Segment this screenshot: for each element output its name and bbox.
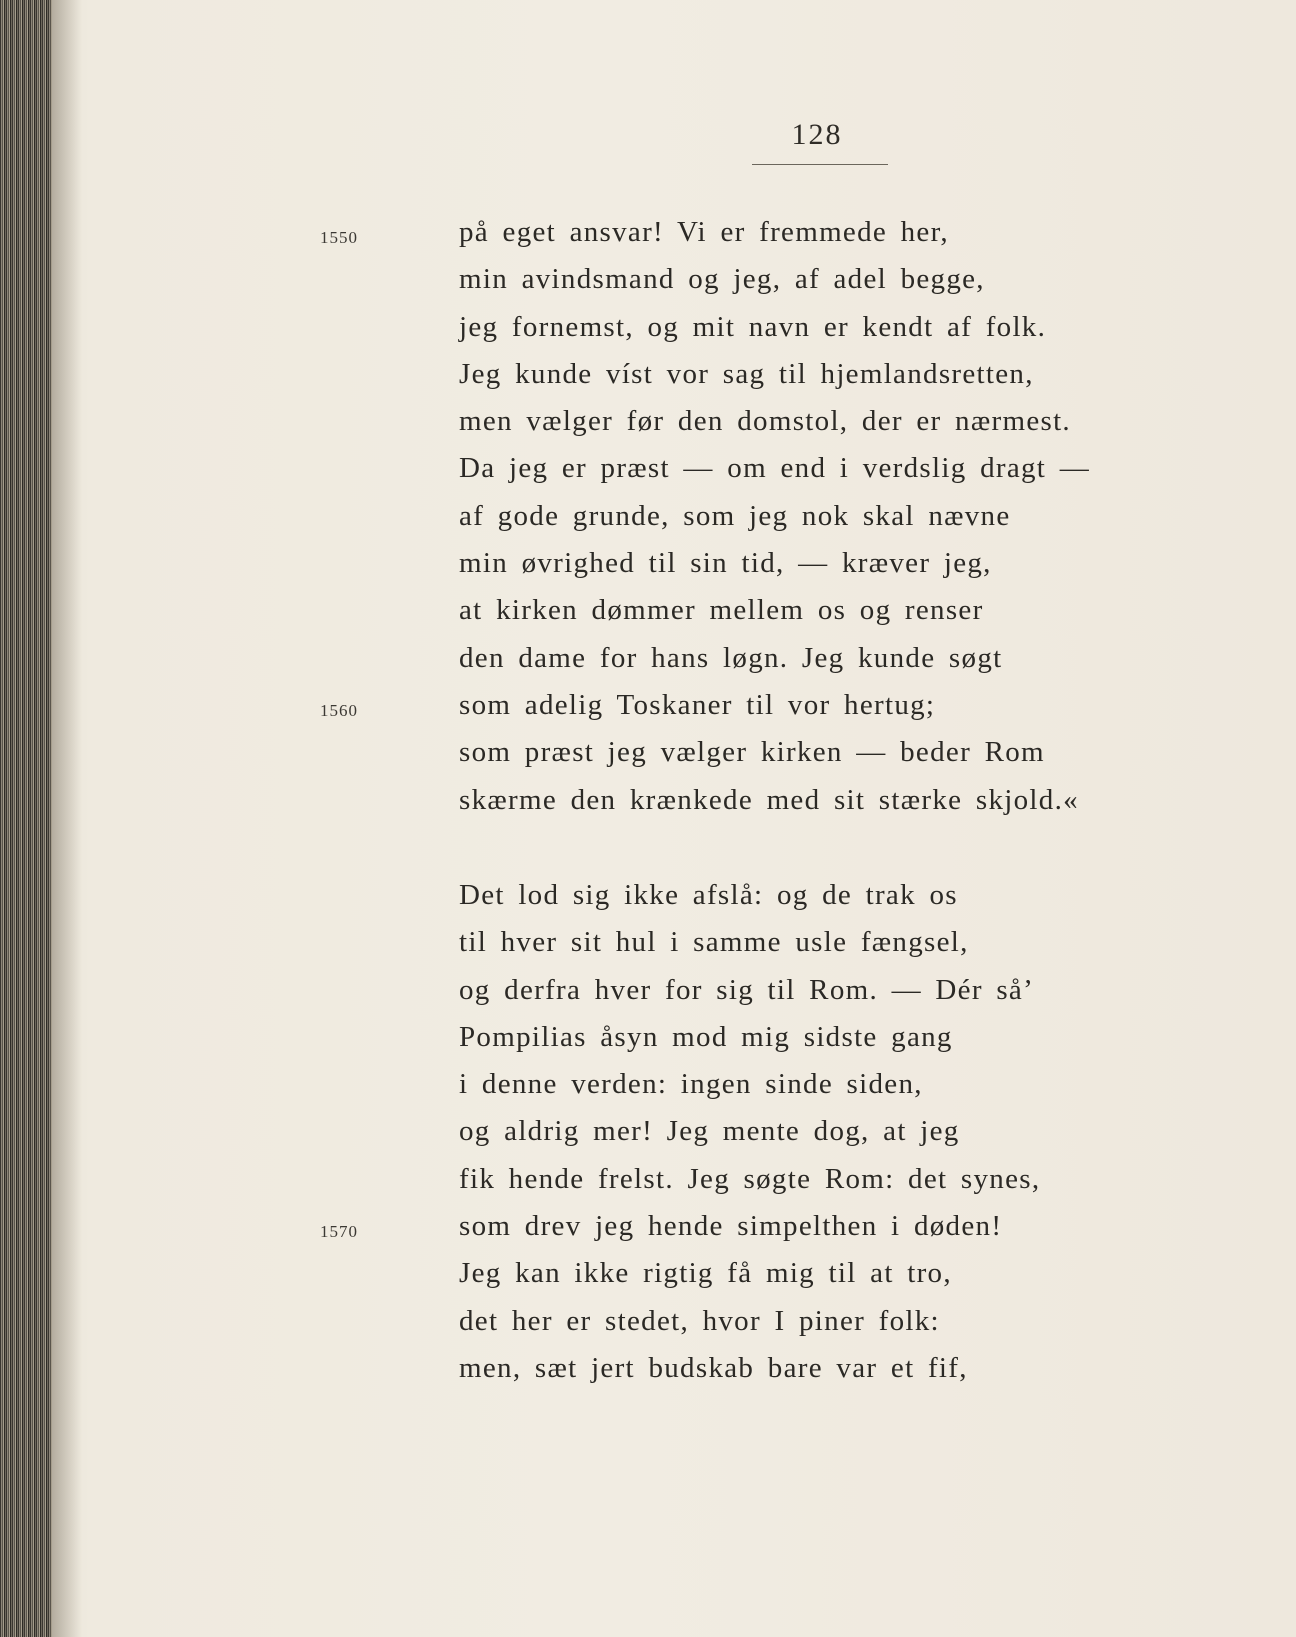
- verse-line: og derfra hver for sig til Rom. — Dér så’: [459, 973, 1035, 1006]
- verse-line: at kirken dømmer mellem os og renser: [459, 594, 984, 627]
- verse-line: af gode grunde, som jeg nok skal nævne: [459, 499, 1011, 532]
- verse-line: som adelig Toskaner til vor hertug;: [459, 688, 936, 721]
- verse-line: Jeg kan ikke rigtig få mig til at tro,: [459, 1257, 952, 1290]
- page-number: 128: [791, 118, 843, 151]
- verse-line: i denne verden: ingen sinde siden,: [459, 1068, 923, 1101]
- verse-line: skærme den krænkede med sit stærke skjold.«: [459, 783, 1079, 816]
- line-number-1550: 1550: [320, 228, 358, 247]
- verse-line: Da jeg er præst — om end i verdslig dragt —: [459, 452, 1091, 485]
- verse-line: Jeg kunde víst vor sag til hjemlandsretten,: [459, 357, 1034, 390]
- verse-line: Det lod sig ikke afslå: og de trak os: [459, 879, 958, 911]
- verse-line: fik hende frelst. Jeg søgte Rom: det synes,: [459, 1162, 1041, 1195]
- verse-line: men vælger før den domstol, der er nærmest.: [459, 405, 1071, 438]
- verse-line: det her er stedet, hvor I piner folk:: [459, 1304, 940, 1337]
- stanza-2: [459, 872, 1040, 1392]
- verse-line: som drev jeg hende simpelthen i døden!: [459, 1210, 1003, 1243]
- verse-line: til hver sit hul i samme usle fængsel,: [459, 926, 969, 959]
- verse-line: som præst jeg vælger kirken — beder Rom: [459, 736, 1045, 769]
- verse-line: den dame for hans løgn. Jeg kunde søgt: [459, 641, 1003, 674]
- line-number-1570: 1570: [320, 1222, 358, 1241]
- line-number-1560: 1560: [320, 701, 358, 720]
- page-number-rule: [752, 164, 888, 165]
- gutter-shadow: [52, 0, 82, 1637]
- verse-line: Pompilias åsyn mod mig sidste gang: [459, 1020, 953, 1053]
- verse-line: på eget ansvar! Vi er fremmede her,: [459, 216, 949, 248]
- verse-line: min avindsmand og jeg, af adel begge,: [459, 263, 985, 296]
- verse-line: og aldrig mer! Jeg mente dog, at jeg: [459, 1115, 960, 1148]
- book-spine-edge: [0, 0, 52, 1637]
- verse-line: min øvrighed til sin tid, — kræver jeg,: [459, 547, 992, 580]
- verse-line: men, sæt jert budskab bare var et fif,: [459, 1351, 968, 1384]
- verse-line: jeg fornemst, og mit navn er kendt af folk.: [459, 310, 1047, 343]
- stanza-1: [459, 209, 1090, 824]
